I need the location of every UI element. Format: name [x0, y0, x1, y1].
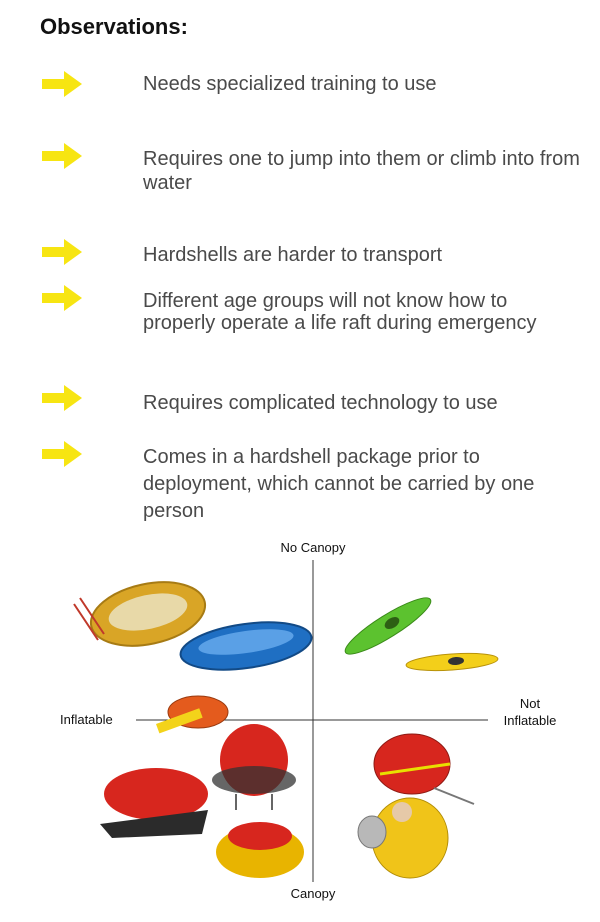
red-canopy-raft-image: [212, 724, 296, 810]
observation-item: Requires one to jump into them or climb into from water: [143, 148, 580, 194]
arrow-right-icon: [42, 238, 82, 266]
arrow-right-icon: [42, 284, 82, 312]
arrow-right-icon: [42, 142, 82, 170]
observation-item: Comes in a hardshell package prior to deployment, which cannot be carried by one person: [143, 446, 535, 522]
red-capsule-image: [374, 734, 474, 804]
axis-label-left: Inflatable: [60, 712, 113, 727]
positioning-map: [60, 538, 600, 922]
yellow-kayak-image: [406, 651, 499, 673]
axis-label-top: No Canopy: [280, 540, 346, 555]
orange-canopy-raft-image: [216, 822, 304, 878]
green-kayak-image: [340, 590, 436, 662]
observation-item: Requires complicated technology to use: [143, 392, 498, 414]
yellow-pod-image: [358, 798, 448, 878]
observation-item: Hardshells are harder to transport: [143, 244, 443, 266]
observation-item: Needs specialized training to use: [143, 73, 437, 95]
axis-label-right-line2: Inflatable: [503, 713, 557, 728]
arrow-right-icon: [42, 440, 82, 468]
black-red-raft-image: [100, 768, 208, 838]
small-inflatable-raft-image: [156, 696, 228, 733]
map-graphics: [60, 538, 600, 922]
observation-item: Different age groups will not know how to properly operate a life raft during emergency: [143, 290, 537, 334]
arrow-right-icon: [42, 70, 82, 98]
blue-raft-image: [178, 615, 315, 677]
axis-label-right-line1: Not: [519, 696, 541, 711]
arrow-right-icon: [42, 384, 82, 412]
page-title: Observations:: [40, 14, 188, 39]
axis-label-bottom: Canopy: [290, 886, 336, 901]
